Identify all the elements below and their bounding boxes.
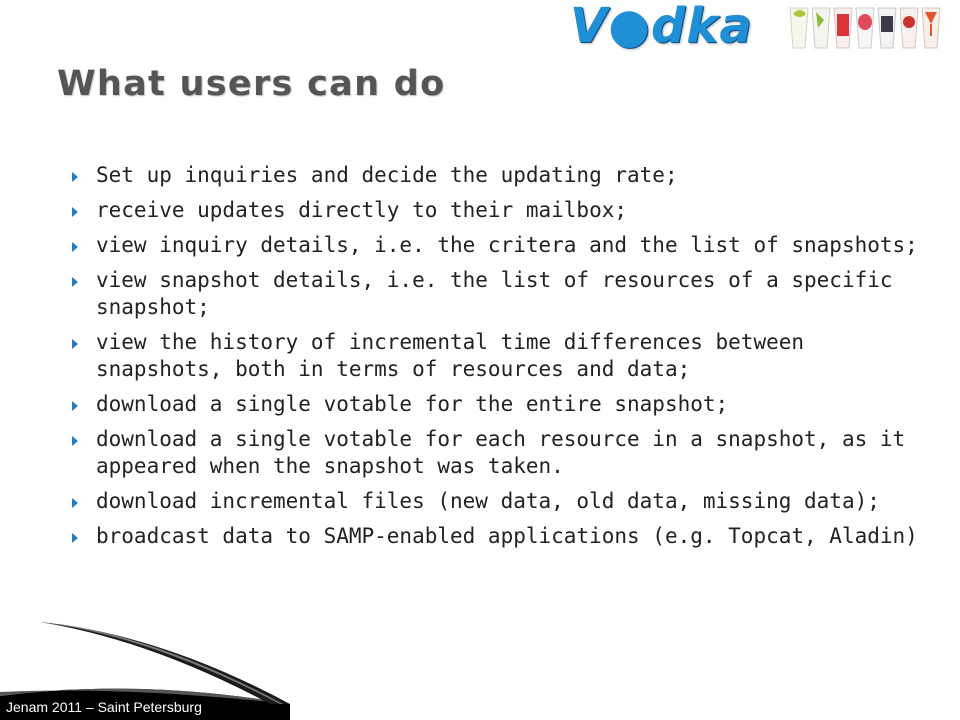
list-item [72,426,942,480]
bullet-arrow-icon [72,498,78,508]
bullet-arrow-icon [72,277,78,287]
glass-cocktail-icon [812,8,830,48]
bullet-arrow-icon [72,339,78,349]
logo-glasses [788,2,953,52]
list-item [72,391,942,418]
bullet-text: receive updates directly to their mailbox; [96,198,628,222]
bullet-text: broadcast data to SAMP-enabled applications (e.g. Topcat, Aladin) [96,524,918,548]
glass-red-icon [834,8,852,48]
bullet-text: view inquiry details, i.e. the critera and the list of snapshots; [96,233,918,257]
list-item [72,488,942,515]
bullet-arrow-icon [72,242,78,252]
footer-text: Jenam 2011 – Saint Petersburg [6,699,202,715]
bullet-arrow-icon [72,172,78,182]
glass-dark-icon [878,8,896,48]
vodka-logo [570,2,955,54]
glass-shot-icon [856,8,874,48]
slide-title: What users can do [57,64,446,104]
glass-lime-icon [790,8,808,48]
list-item [72,162,942,189]
bullet-arrow-icon [72,207,78,217]
list-item [72,232,942,259]
bullet-arrow-icon [72,533,78,543]
bullet-list [72,162,942,558]
bullet-text: view the history of incremental time differences between snapshots, both in terms of resources and data; [96,330,805,381]
list-item [72,329,942,383]
bullet-text: download incremental files (new data, old data, missing data); [96,489,880,513]
bullet-text: Set up inquiries and decide the updating rate; [96,163,678,187]
bullet-text: download a single votable for the entire snapshot; [96,392,729,416]
bullet-arrow-icon [72,436,78,446]
bullet-arrow-icon [72,401,78,411]
logo-text: V●dka [570,0,753,54]
glass-cherry-icon [900,8,918,48]
list-item [72,523,942,550]
bullet-text: download a single votable for each resource in a snapshot, as it appeared when the snapshot was taken. [96,427,906,478]
list-item [72,267,942,321]
bullet-text: view snapshot details, i.e. the list of resources of a specific snapshot; [96,268,893,319]
list-item [72,197,942,224]
glass-martini-icon [922,8,940,48]
